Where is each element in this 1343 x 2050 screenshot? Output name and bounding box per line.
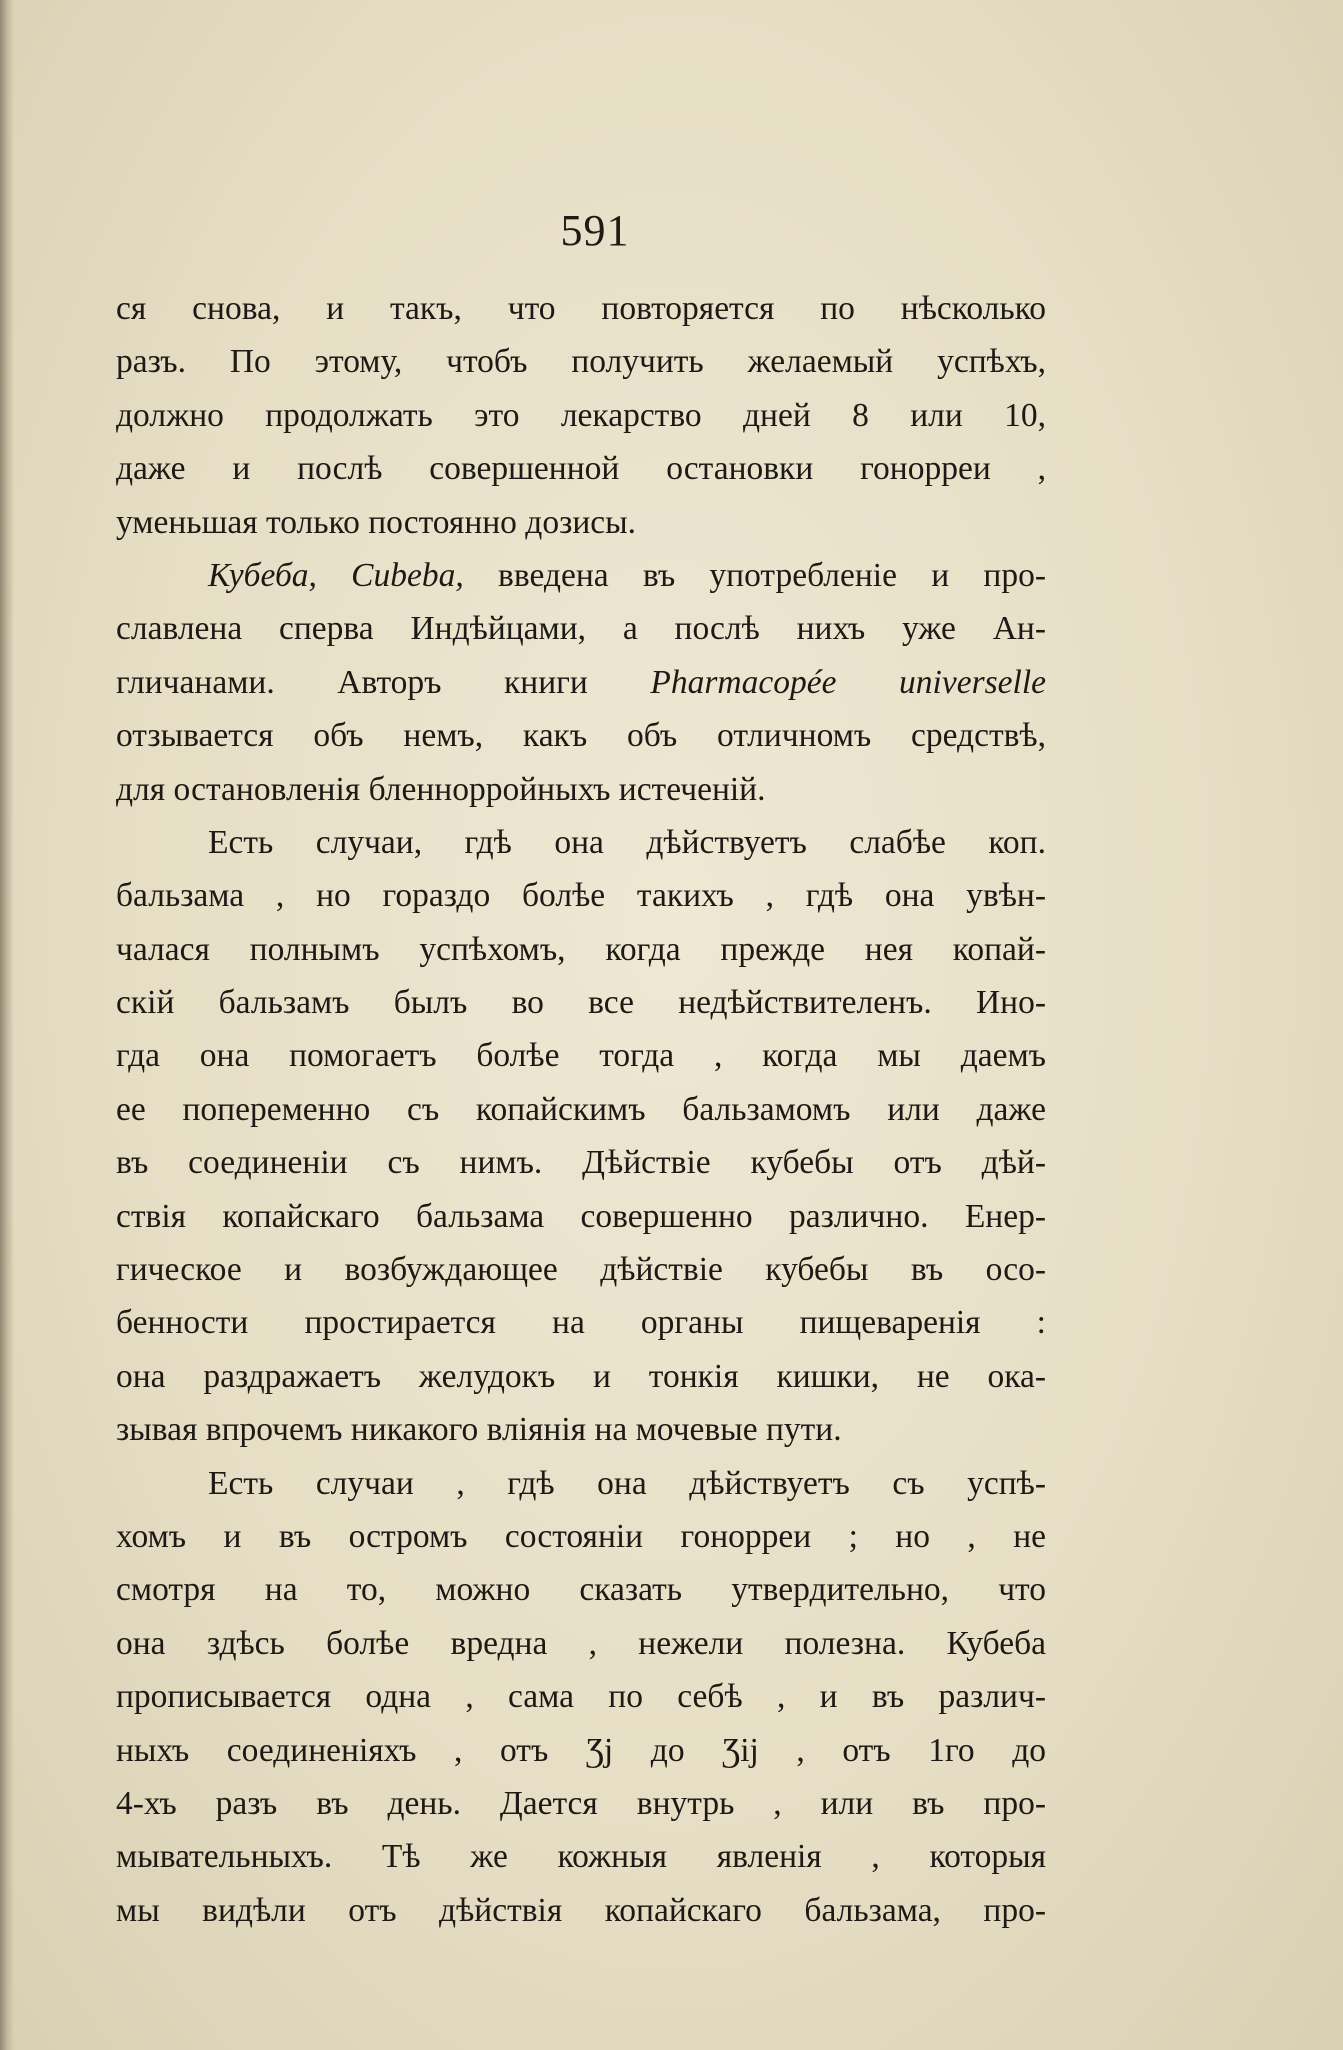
text-segment: отзывается объ немъ, какъ объ отличномъ средствѣ, <box>116 717 1046 755</box>
text-line <box>116 282 1046 335</box>
text-segment: смотря на то, можно сказать утвердительно, что <box>116 1571 1046 1609</box>
text-segment: гда она помогаетъ болѣе тогда , когда мы даемъ <box>116 1037 1046 1075</box>
text-line <box>116 1243 1046 1296</box>
text-segment: чалася полнымъ успѣхомъ, когда прежде нея копай- <box>116 930 1046 968</box>
text-line <box>116 1457 1046 1510</box>
text-line <box>116 1083 1046 1136</box>
text-line <box>116 1724 1046 1777</box>
text-line <box>116 1777 1046 1830</box>
text-segment: въ соединеніи съ нимъ. Дѣйствіе кубебы отъ дѣй- <box>116 1144 1046 1182</box>
text-segment: мывательныхъ. Тѣ же кожныя явленія , которыя <box>116 1838 1046 1876</box>
text-segment: введена въ употребленіе и про- <box>463 556 1047 594</box>
text-segment: она здѣсь болѣе вредна , нежели полезна. Кубеба <box>116 1624 1046 1662</box>
text-line <box>116 1884 1046 1937</box>
text-segment: разъ. По этому, чтобъ получить желаемый успѣхъ, <box>116 343 1046 381</box>
text-line <box>116 709 1046 762</box>
text-segment: ствія копайскаго бальзама совершенно различно. Енер- <box>116 1197 1046 1235</box>
text-line <box>116 976 1046 1029</box>
text-line <box>116 602 1046 655</box>
text-line <box>116 923 1046 976</box>
text-line <box>116 1136 1046 1189</box>
text-segment: гличанами. Авторъ книги <box>116 663 651 701</box>
text-line <box>116 1617 1046 1670</box>
text-segment: Есть случаи , гдѣ она дѣйствуетъ съ успѣ- <box>208 1464 1046 1502</box>
text-segment: прописывается одна , сама по себѣ , и въ различ- <box>116 1678 1046 1716</box>
text-line <box>116 1029 1046 1082</box>
text-segment: даже и послѣ совершенной остановки гонорреи , <box>116 450 1046 488</box>
text-line <box>116 656 1046 709</box>
text-segment: 4-хъ разъ въ день. Дается внутрь , или въ про- <box>116 1784 1046 1822</box>
text-line <box>116 1563 1046 1616</box>
text-segment: славлена сперва Индѣйцами, а послѣ нихъ уже Ан- <box>116 610 1046 648</box>
text-line <box>116 1510 1046 1563</box>
text-line <box>116 1350 1046 1403</box>
text-line <box>116 335 1046 388</box>
body-text <box>116 282 1046 1937</box>
italic-term: Кубеба, Cubeba, <box>208 556 464 594</box>
text-line <box>116 389 1046 442</box>
text-line <box>116 869 1046 922</box>
text-line <box>116 1296 1046 1349</box>
text-segment: бальзама , но гораздо болѣе такихъ , гдѣ она увѣн- <box>116 877 1046 915</box>
text-segment: скій бальзамъ былъ во все недѣйствителенъ. Ино- <box>116 984 1046 1022</box>
text-line <box>116 1830 1046 1883</box>
italic-term: Pharmacopée universelle <box>650 663 1046 701</box>
text-line <box>116 816 1046 869</box>
text-line <box>116 496 1046 549</box>
text-line <box>116 442 1046 495</box>
text-segment: она раздражаетъ желудокъ и тонкія кишки, не ока- <box>116 1357 1046 1395</box>
text-segment: хомъ и въ остромъ состояніи гонорреи ; но , не <box>116 1517 1046 1555</box>
text-segment: ныхъ соединеніяхъ , отъ Ʒj до Ʒij , отъ 1го до <box>116 1731 1046 1769</box>
page-binding-edge <box>0 0 14 2050</box>
text-segment: должно продолжать это лекарство дней 8 или 10, <box>116 396 1046 434</box>
text-line <box>116 1190 1046 1243</box>
page-number: 591 <box>560 206 630 255</box>
text-segment: Есть случаи, гдѣ она дѣйствуетъ слабѣе коп. <box>208 823 1046 861</box>
text-segment: ся снова, и такъ, что повторяется по нѣсколько <box>116 290 1046 327</box>
text-segment: зывая впрочемъ никакого вліянія на мочевые пути. <box>116 1411 842 1449</box>
text-segment: бенности простирается на органы пищеваренія : <box>116 1304 1046 1342</box>
text-segment: гическое и возбуждающее дѣйствіе кубебы въ осо- <box>116 1251 1046 1289</box>
text-segment: мы видѣли отъ дѣйствія копайскаго бальзама, про- <box>116 1891 1046 1929</box>
text-line <box>116 549 1046 602</box>
text-segment: уменьшая только постоянно дозисы. <box>116 503 637 541</box>
text-line <box>116 1403 1046 1456</box>
text-line <box>116 1670 1046 1723</box>
text-segment: для остановленія бленнорройныхъ истеченій. <box>116 770 766 808</box>
text-segment: ее попеременно съ копайскимъ бальзамомъ или даже <box>116 1090 1046 1128</box>
text-line <box>116 763 1046 816</box>
